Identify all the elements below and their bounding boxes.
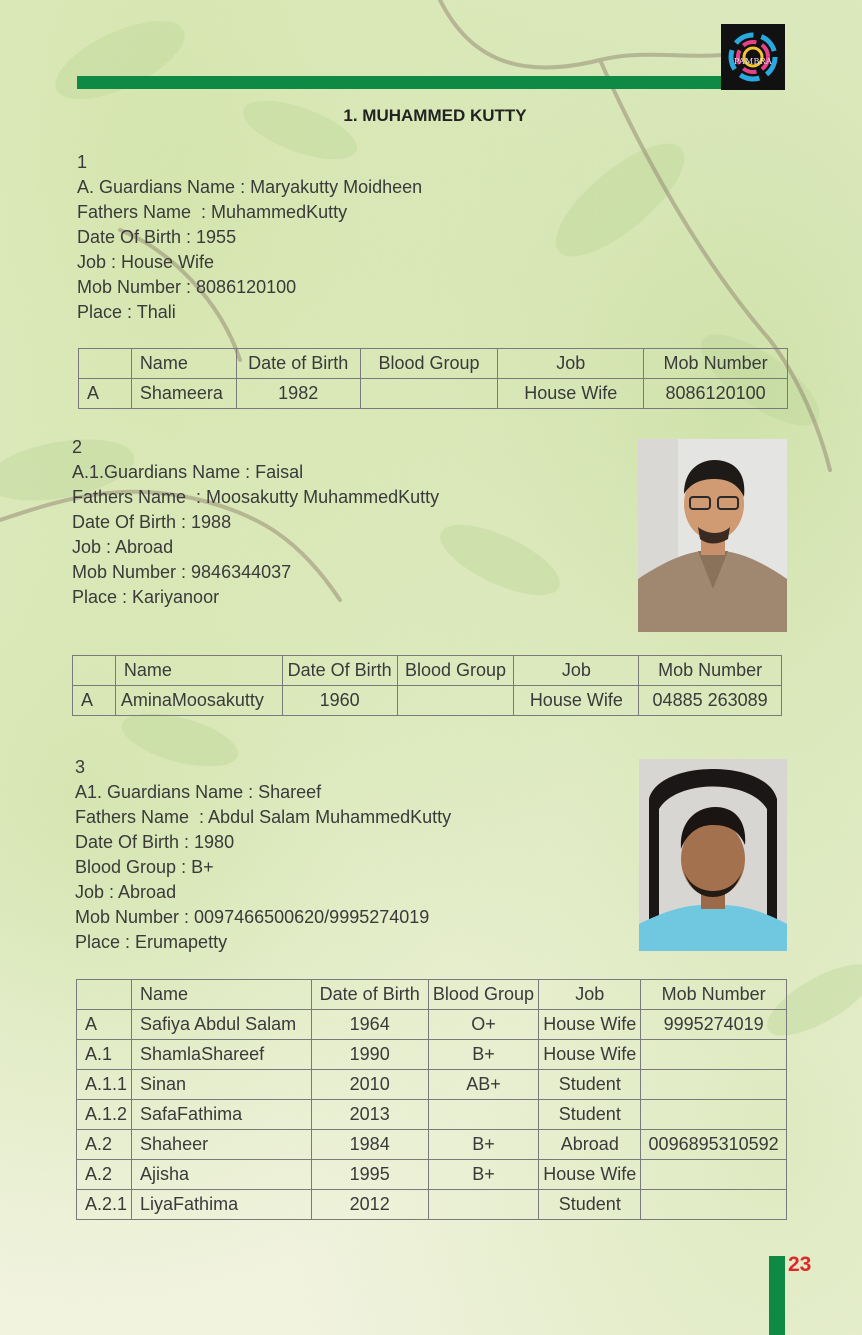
table-cell: House Wife	[498, 379, 644, 409]
table-cell: 1964	[311, 1010, 428, 1040]
page-number-bar	[769, 1256, 785, 1335]
table-cell	[641, 1190, 787, 1220]
table-row	[73, 686, 782, 716]
section-number: 1	[77, 152, 88, 172]
table-header	[79, 349, 132, 379]
table-header: Mob Number	[639, 656, 782, 686]
table-cell: 2010	[311, 1070, 428, 1100]
guardian-photo-shareef	[639, 759, 787, 951]
table-cell	[641, 1100, 787, 1130]
table-header: Blood Group	[428, 980, 539, 1010]
info-line: Date Of Birth : 1955	[77, 227, 237, 247]
info-line: Blood Group : B+	[75, 857, 214, 877]
table-cell: A.2	[77, 1130, 132, 1160]
info-line: Job : Abroad	[75, 882, 177, 902]
table-cell: LiyaFathima	[132, 1190, 312, 1220]
info-line: Mob Number : 0097466500620/9995274019	[75, 907, 430, 927]
section-1-table	[78, 348, 788, 409]
table-cell: A.1	[77, 1040, 132, 1070]
info-line: Fathers Name : MuhammedKutty	[77, 202, 348, 222]
table-cell: 04885 263089	[639, 686, 782, 716]
section-number: 2	[72, 437, 83, 457]
table-cell: Student	[539, 1070, 641, 1100]
table-cell: A.2.1	[77, 1190, 132, 1220]
table-header: Mob Number	[641, 980, 787, 1010]
page-number: 23	[788, 1253, 812, 1276]
table-header: Date of Birth	[311, 980, 428, 1010]
table-row	[77, 1070, 787, 1100]
table-cell	[428, 1100, 539, 1130]
table-cell: B+	[428, 1040, 539, 1070]
info-line: Place : Kariyanoor	[72, 587, 220, 607]
info-line: Mob Number : 9846344037	[72, 562, 292, 582]
table-header: Name	[115, 656, 282, 686]
info-line: Fathers Name : Abdul Salam MuhammedKutty	[75, 807, 452, 827]
table-cell: 0096895310592	[641, 1130, 787, 1160]
table-header: Date of Birth	[236, 349, 360, 379]
table-header-row	[77, 980, 787, 1010]
table-header: Mob Number	[644, 349, 788, 379]
table-cell	[641, 1160, 787, 1190]
info-line: A1. Guardians Name : Shareef	[75, 782, 322, 802]
table-cell: Student	[539, 1100, 641, 1130]
table-cell: Student	[539, 1190, 641, 1220]
table-header-row	[73, 656, 782, 686]
table-cell: 1990	[311, 1040, 428, 1070]
table-header	[73, 656, 116, 686]
table-cell: House Wife	[539, 1010, 641, 1040]
table-cell: 2012	[311, 1190, 428, 1220]
table-cell: 2013	[311, 1100, 428, 1130]
table-row	[79, 379, 788, 409]
table-cell: House Wife	[539, 1160, 641, 1190]
table-header: Job	[539, 980, 641, 1010]
table-cell: Shameera	[131, 379, 236, 409]
table-cell: 1984	[311, 1130, 428, 1160]
section-number: 3	[75, 757, 86, 777]
info-line: Place : Thali	[77, 302, 176, 322]
info-line: A.1.Guardians Name : Faisal	[72, 462, 304, 482]
info-line: Place : Erumapetty	[75, 932, 228, 952]
table-cell: House Wife	[514, 686, 639, 716]
table-cell: SafaFathima	[132, 1100, 312, 1130]
table-cell: Ajisha	[132, 1160, 312, 1190]
table-cell: B+	[428, 1160, 539, 1190]
table-header: Name	[132, 980, 312, 1010]
table-cell: A.2	[77, 1160, 132, 1190]
table-cell	[397, 686, 514, 716]
table-header: Blood Group	[360, 349, 498, 379]
table-cell: AminaMoosakutty	[115, 686, 282, 716]
table-cell: A	[73, 686, 116, 716]
table-cell	[360, 379, 498, 409]
table-cell: B+	[428, 1130, 539, 1160]
table-cell: AB+	[428, 1070, 539, 1100]
section-3-table	[76, 979, 787, 1220]
table-header: Date Of Birth	[282, 656, 397, 686]
table-cell: 8086120100	[644, 379, 788, 409]
table-row	[77, 1040, 787, 1070]
table-cell: A.1.1	[77, 1070, 132, 1100]
guardian-photo-faisal	[638, 439, 787, 632]
table-cell: O+	[428, 1010, 539, 1040]
table-cell: Shaheer	[132, 1130, 312, 1160]
info-line: Date Of Birth : 1988	[72, 512, 232, 532]
header-green-bar	[77, 76, 722, 89]
table-cell: Sinan	[132, 1070, 312, 1100]
table-header	[77, 980, 132, 1010]
table-cell: ShamlaShareef	[132, 1040, 312, 1070]
info-line: Mob Number : 8086120100	[77, 277, 297, 297]
table-cell: A.1.2	[77, 1100, 132, 1130]
section-3-info	[75, 755, 451, 955]
table-header: Job	[498, 349, 644, 379]
table-header-row	[79, 349, 788, 379]
section-2-info	[72, 435, 439, 610]
table-row	[77, 1100, 787, 1130]
info-line: A. Guardians Name : Maryakutty Moidheen	[77, 177, 423, 197]
logo-text: PAMBRA	[733, 57, 773, 66]
info-line: Date Of Birth : 1980	[75, 832, 235, 852]
section-1-info	[77, 150, 422, 325]
page-title: 1. MUHAMMED KUTTY	[343, 106, 527, 125]
table-cell: A	[79, 379, 132, 409]
table-cell: 1995	[311, 1160, 428, 1190]
table-cell: Safiya Abdul Salam	[132, 1010, 312, 1040]
table-cell: 1982	[236, 379, 360, 409]
section-2-table	[72, 655, 782, 716]
table-cell: House Wife	[539, 1040, 641, 1070]
table-header: Blood Group	[397, 656, 514, 686]
table-row	[77, 1010, 787, 1040]
pambra-logo	[721, 24, 785, 90]
table-cell: 1960	[282, 686, 397, 716]
table-cell	[641, 1070, 787, 1100]
table-row	[77, 1130, 787, 1160]
table-cell: 9995274019	[641, 1010, 787, 1040]
table-cell: Abroad	[539, 1130, 641, 1160]
table-row	[77, 1160, 787, 1190]
table-cell	[641, 1040, 787, 1070]
table-header: Job	[514, 656, 639, 686]
table-cell: A	[77, 1010, 132, 1040]
info-line: Job : Abroad	[72, 537, 174, 557]
table-row	[77, 1190, 787, 1220]
table-cell	[428, 1190, 539, 1220]
info-line: Fathers Name : Moosakutty MuhammedKutty	[72, 487, 440, 507]
table-header: Name	[131, 349, 236, 379]
info-line: Job : House Wife	[77, 252, 215, 272]
